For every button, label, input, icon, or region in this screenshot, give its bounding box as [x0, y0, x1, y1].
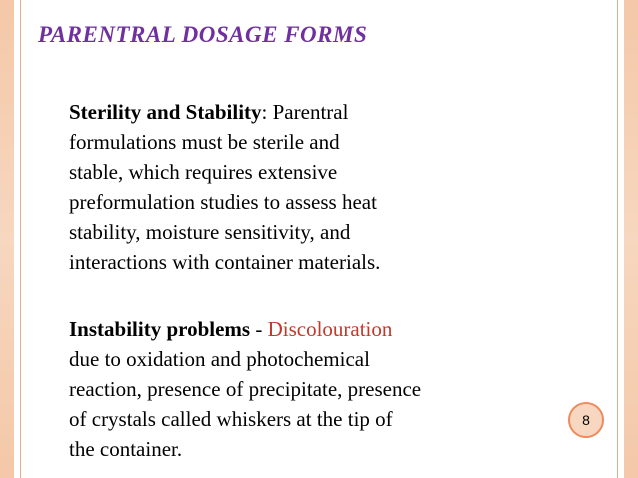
- left-border-decoration: [0, 0, 14, 478]
- left-border-line: [20, 0, 21, 478]
- bullet-line: stability, moisture sensitivity, and: [69, 220, 351, 244]
- bullet-first-line: [69, 97, 542, 127]
- bullet-line: reaction, presence of precipitate, presence: [69, 377, 422, 401]
- bullet-line: preformulation studies to assess heat: [69, 190, 377, 214]
- bullet-line: of crystals called whiskers at the tip of: [69, 407, 393, 431]
- right-border-decoration: [624, 0, 638, 478]
- slide-title: PARENTRAL DOSAGE FORMS: [38, 22, 368, 47]
- bullet-heading: Instability problems: [69, 317, 251, 341]
- bullet-text: [42, 314, 542, 464]
- bullet-line: formulations must be sterile and: [69, 130, 340, 154]
- bullet-separator: :: [261, 100, 273, 124]
- bullet-highlight: Discolouration: [267, 317, 393, 341]
- bullet-line: due to oxidation and photochemical: [69, 347, 370, 371]
- bullet-line: interactions with container materials.: [69, 250, 381, 274]
- page-number-badge: 8: [568, 402, 604, 438]
- bullet-first-line: [69, 314, 542, 344]
- bullet-heading: Sterility and Stability: [69, 100, 262, 124]
- bullet-instability-problems: [42, 314, 542, 464]
- bullet-line: stable, which requires extensive: [69, 160, 338, 184]
- bullet-text: [42, 97, 542, 277]
- bullet-sterility-stability: [42, 97, 542, 277]
- bullet-line: Parentral: [272, 100, 349, 124]
- right-border-line: [617, 0, 618, 478]
- bullet-line: the container.: [69, 437, 183, 461]
- bullet-separator: -: [250, 317, 268, 341]
